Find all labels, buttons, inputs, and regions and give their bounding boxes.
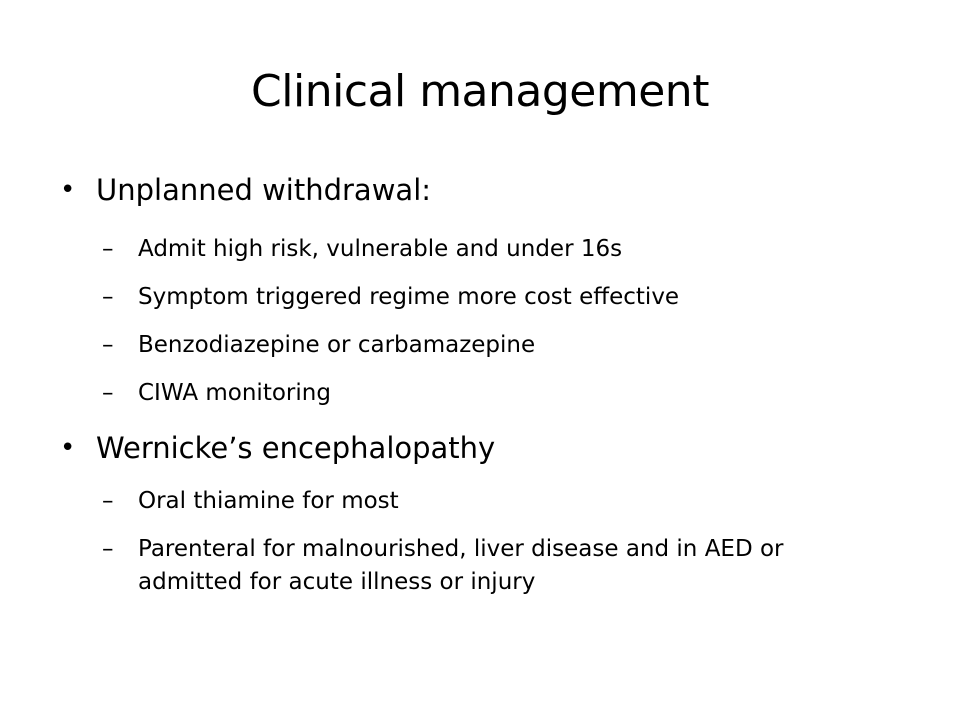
bullet-glyph: •: [60, 175, 76, 205]
dash-glyph: –: [102, 488, 114, 514]
bullet-text: Unplanned withdrawal:: [96, 173, 432, 207]
subitem: [102, 281, 868, 314]
subitem: [102, 533, 868, 599]
subitem-text: Oral thiamine for most: [138, 488, 399, 514]
subitem: [102, 485, 868, 518]
subitem-text: Symptom triggered regime more cost effective: [138, 284, 680, 310]
subitem-text: Benzodiazepine or carbamazepine: [138, 332, 536, 358]
subitem-text: Parenteral for malnourished, liver disease and in AED or admitted for acute illness or injury: [138, 536, 784, 595]
bullet-glyph: •: [60, 433, 76, 463]
dash-glyph: –: [102, 536, 114, 562]
bullet-unplanned-withdrawal: [60, 170, 432, 210]
dash-glyph: –: [102, 332, 114, 358]
subitem: [102, 233, 868, 266]
bullet-wernickes-encephalopathy: [60, 428, 496, 468]
dash-glyph: –: [102, 236, 114, 262]
subitem: [102, 329, 868, 362]
subitem: [102, 377, 868, 410]
subitem-text: Admit high risk, vulnerable and under 16s: [138, 236, 623, 262]
bullet-text: Wernicke’s encephalopathy: [96, 431, 496, 465]
subitem-text: CIWA monitoring: [138, 380, 331, 406]
dash-glyph: –: [102, 284, 114, 310]
dash-glyph: –: [102, 380, 114, 406]
slide-title: Clinical management: [251, 66, 709, 117]
